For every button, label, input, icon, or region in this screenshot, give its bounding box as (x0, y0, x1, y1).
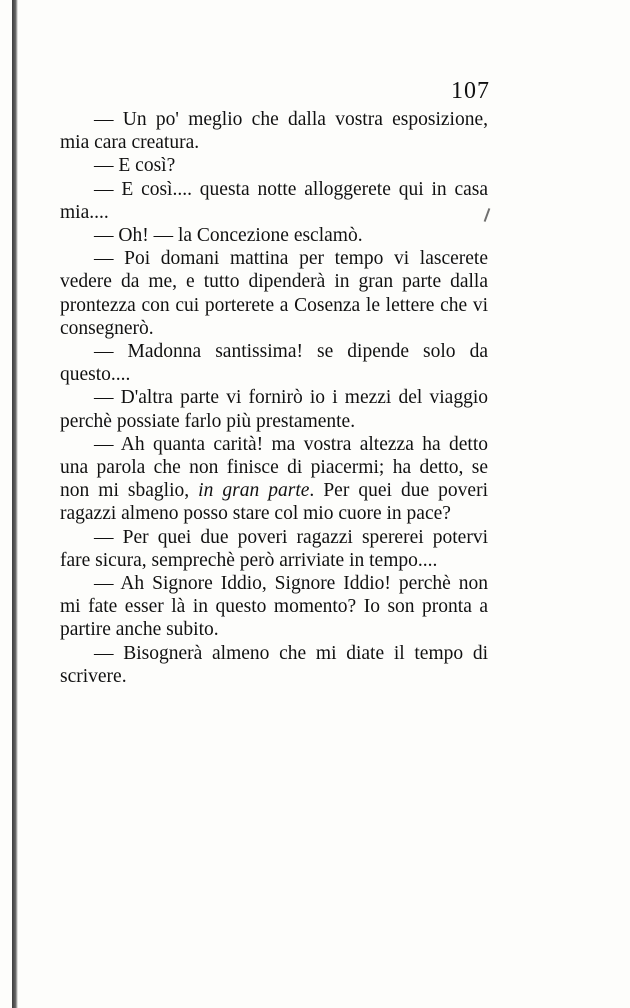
text-body (60, 108, 488, 688)
paragraph-8-after: . Per quei due poveri ragazzi almeno posso stare col mio cuore in pace? (60, 480, 488, 525)
paragraph-8-italic: in gran parte (198, 480, 310, 502)
binding-edge (12, 0, 18, 1008)
paragraph-9: — Per quei due poveri ragazzi spererei potervi fare sicura, semprechè però arriviate in tempo.... (60, 526, 488, 571)
paragraph-4: — Oh! — la Concezione esclamò. (94, 225, 363, 247)
paragraph-3: — E così.... questa notte alloggerete qui in casa mia.... (60, 178, 488, 223)
paragraph-2: — E così? (94, 155, 176, 177)
page-number: 107 (451, 78, 490, 104)
paragraph-7: — D'altra parte vi fornirò io i mezzi del viaggio perchè possiate farlo più prestamente. (60, 387, 488, 432)
paragraph-6: — Madonna santissima! se dipende solo da questo.... (60, 341, 488, 386)
paragraph-1: — Un po' meglio che dalla vostra esposizione, mia cara creatura. (60, 109, 488, 154)
paragraph-8-before: — Ah quanta carità! ma vostra altezza ha detto una parola che non finisce di piacermi; ha detto, se non mi sbaglio, (60, 433, 488, 502)
paragraph-5: — Poi domani mattina per tempo vi lascerete vedere da me, e tutto dipenderà in gran parte dalla prontezza con cui porterete a Cosenza le lettere che vi consegnerò. (60, 248, 488, 339)
paragraph-10: — Ah Signore Iddio, Signore Iddio! perchè non mi fate esser là in questo momento? Io son pronta a partire anche subito. (60, 573, 488, 641)
paragraph-8 (60, 433, 488, 526)
paragraph-11: — Bisognerà almeno che mi diate il tempo di scrivere. (60, 642, 488, 687)
